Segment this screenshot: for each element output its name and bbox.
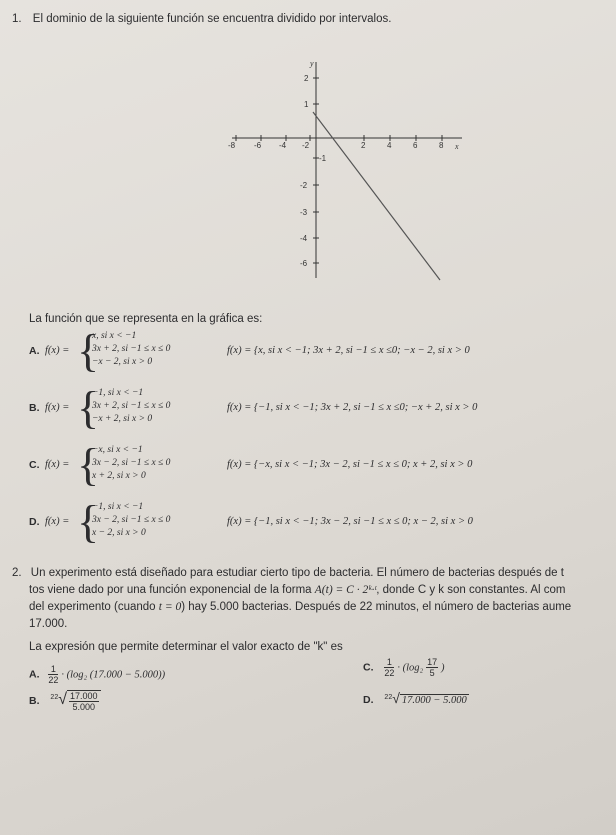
fraction (48, 664, 58, 685)
q2-line-2 (29, 584, 565, 596)
q2-option-d[interactable] (363, 690, 469, 706)
radicand-fraction (67, 690, 101, 712)
inner-fraction (426, 657, 438, 678)
x-tick-label: -2 (302, 141, 310, 150)
case-row: 3x − 2, si −1 ≤ x ≤ 0 (92, 515, 171, 525)
option-inline: f(x) = {x, si x < −1; 3x + 2, si −1 ≤ x ≤0; −x − 2, si x > 0 (227, 345, 470, 356)
option-letter: B. (29, 402, 40, 414)
question-2 (12, 567, 564, 579)
y-tick-label: -4 (300, 234, 308, 243)
case-row: 3x + 2, si −1 ≤ x ≤ 0 (92, 401, 171, 411)
piecewise-cases (92, 387, 170, 426)
option-lhs: f(x) = (45, 459, 70, 470)
q2-line-2-text-b: , donde C y k son constantes. Al com (376, 584, 566, 596)
case-row: −x, si x < −1 (92, 445, 143, 455)
option-letter: A. (29, 345, 40, 357)
q2-t-zero: t = 0 (158, 601, 182, 613)
root-index: 22 (50, 694, 59, 702)
fraction-numerator: 17.000 (70, 691, 98, 701)
left-brace: { (77, 325, 100, 376)
option-lhs: f(x) = (45, 402, 70, 413)
q2-line-3 (29, 601, 571, 613)
fraction-denominator: 5 (429, 668, 435, 678)
y-ticks (300, 74, 327, 268)
case-row: 3x + 2, si −1 ≤ x ≤ 0 (92, 344, 171, 354)
q2-line-3-text-a: del experimento (cuando (29, 601, 159, 613)
q1-prompt: La función que se representa en la gráfica es: (29, 313, 263, 325)
option-lhs: f(x) = (45, 516, 70, 527)
fraction-denominator: 5.000 (72, 702, 96, 712)
option-inline: f(x) = {−x, si x < −1; 3x − 2, si −1 ≤ x ≤ 0; x + 2, si x > 0 (227, 459, 473, 470)
q2-option-a[interactable] (29, 664, 165, 685)
x-tick-label: 8 (439, 141, 444, 150)
y-tick-label: 1 (304, 100, 309, 109)
piecewise-cases (92, 444, 170, 483)
x-tick-label: -6 (254, 141, 262, 150)
x-tick-label: 6 (413, 141, 418, 150)
option-inline: f(x) = {−1, si x < −1; 3x − 2, si −1 ≤ x ≤ 0; x − 2, si x > 0 (227, 516, 473, 527)
q1-number: 1. (12, 13, 22, 25)
piecewise-cases (92, 501, 170, 540)
radical-sign: √ (58, 690, 67, 708)
case-row: x + 2, si x > 0 (92, 471, 146, 481)
option-expression-a: · (log₂ (397, 662, 424, 674)
option-letter: C. (363, 661, 374, 674)
y-tick-label: -6 (300, 259, 308, 268)
fraction-denominator: 22 (48, 675, 59, 685)
y-tick-label: -3 (300, 208, 308, 217)
option-letter: D. (29, 516, 40, 528)
q2-line-4: 17.000. (29, 618, 68, 630)
q2-prompt: La expresión que permite determinar el valor exacto de "k" es (29, 641, 343, 653)
case-row: −1, si x < −1 (92, 502, 144, 512)
option-inline: f(x) = {−1, si x < −1; 3x + 2, si −1 ≤ x ≤0; −x + 2, si x > 0 (227, 402, 478, 413)
q2-line-1: Un experimento está diseñado para estudiar cierto tipo de bacteria. El número de bacterias después de t (30, 567, 564, 579)
case-row: −1, si x < −1 (92, 388, 144, 398)
y-tick-label: 2 (304, 74, 309, 83)
question-1 (12, 13, 391, 25)
option-letter: C. (29, 459, 40, 471)
option-letter: D. (363, 694, 374, 706)
x-axis-label: x (455, 142, 459, 151)
function-graph (222, 52, 472, 288)
q2-line-3-text-b: ) hay 5.000 bacterias. Después de 22 minutos, el número de bacterias aume (181, 601, 572, 613)
q2-exponential-formula: A(t) = C · 2ᵏ·ᵗ (314, 584, 377, 596)
q1-statement: El dominio de la siguiente función se encuentra dividido por intervalos. (32, 13, 392, 25)
option-letter: B. (29, 694, 40, 707)
case-row: x − 2, si x > 0 (92, 528, 146, 538)
function-line (313, 112, 440, 280)
q2-option-b[interactable] (29, 690, 101, 712)
case-row: −x − 2, si x > 0 (92, 357, 153, 367)
option-letter: A. (29, 668, 40, 681)
y-axis-label: y (310, 59, 314, 68)
x-tick-label: 4 (387, 141, 392, 150)
left-brace: { (77, 439, 100, 490)
fraction-denominator: 22 (384, 668, 395, 678)
radical-sign: √ (392, 690, 400, 706)
option-lhs: f(x) = (45, 345, 70, 356)
radicand: 17.000 − 5.000 (401, 695, 467, 706)
fraction-numerator: 1 (384, 657, 394, 668)
y-tick-label: -2 (300, 181, 308, 190)
fraction-numerator: 1 (48, 664, 58, 675)
x-tick-label: -8 (228, 141, 236, 150)
case-row: −x + 2, si x > 0 (92, 414, 153, 424)
fraction (384, 657, 394, 678)
q2-option-c[interactable] (363, 657, 445, 678)
left-brace: { (77, 382, 100, 433)
q2-line-2-text-a: tos viene dado por una función exponencial de la forma (29, 584, 315, 596)
x-tick-label: 2 (361, 141, 366, 150)
y-tick-label: -1 (319, 154, 327, 163)
fraction-numerator: 17 (427, 657, 438, 667)
case-row: 3x − 2, si −1 ≤ x ≤ 0 (92, 458, 171, 468)
root-index: 22 (384, 693, 393, 701)
left-brace: { (77, 496, 100, 547)
option-expression-b: ) (441, 662, 445, 674)
q2-number: 2. (12, 567, 22, 579)
piecewise-cases (92, 330, 170, 369)
x-tick-label: -4 (279, 141, 287, 150)
case-row: x, si x < −1 (92, 331, 137, 341)
option-expression: · (log₂ (17.000 − 5.000)) (61, 669, 166, 681)
